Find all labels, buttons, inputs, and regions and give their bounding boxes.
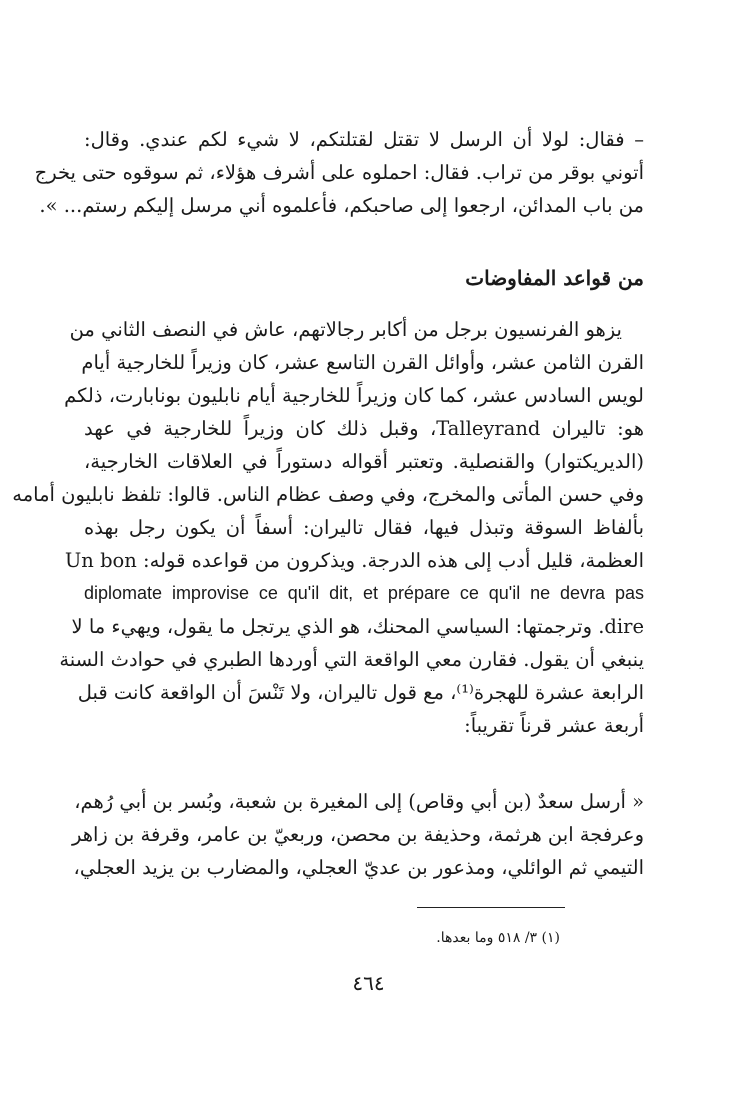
text-line: – فقال: لولا أن الرسل لا تقتل لقتلتكم، لا شيء لكم عندي. وقال: (84, 128, 644, 151)
text-line: وعرفجة ابن هرثمة، وحذيفة بن محصن، وربعيّ بن عامر، وقرفة بن زاهر (71, 823, 644, 846)
text-line: التيمي ثم الوائلي، ومذعور بن عديّ العجلي، والمضارب بن يزيد العجلي، (73, 856, 644, 879)
text-line: بألفاظ السوقة وتبذل فيها، فقال تاليران: أسفاً أن يكون رجل بهذه (84, 516, 644, 539)
footnote-divider (417, 907, 565, 908)
section-heading: من قواعد المفاوضات (465, 266, 644, 290)
paragraph-talleyrand (12, 313, 645, 742)
text-line: وفي حسن المأتى والمخرج، وفي وصف عظام الناس. قالوا: تلفظ نابليون أمامه (12, 483, 644, 506)
footnote: (١) ٣/ ٥١٨ وما بعدها. (436, 930, 560, 946)
text-line: يزهو الفرنسيون برجل من أكابر رجالاتهم، عاش في النصف الثاني من (69, 318, 622, 341)
text-line-french: diplomate improvise ce qu'il dit, et prépare ce qu'il ne devra pas (84, 583, 644, 603)
text-line: هو: تاليران Talleyrand، وقبل ذلك كان وزيراً للخارجية في عهد (84, 417, 645, 440)
text-line: أتوني بوقر من تراب. فقال: احملوه على أشرف هؤلاء، ثم سوقوه حتى يخرج (34, 161, 644, 184)
text-line: الرابعة عشرة للهجرة⁽¹⁾، مع قول تاليران، ولا تَنْسَ أن الواقعة كانت قبل (77, 681, 644, 704)
paragraph-quote-end (34, 123, 644, 222)
text-line: « أرسل سعدٌ (بن أبي وقاص) إلى المغيرة بن شعبة، وبُسر بن أبي رُهم، (74, 790, 644, 813)
text-line: dire. وترجمتها: السياسي المحنك، هو الذي يرتجل ما يقول، ويهيء ما لا (71, 615, 644, 638)
text-line: من باب المدائن، ارجعوا إلى صاحبكم، فأعلموه أني مرسل إليكم رستم... ». (39, 194, 644, 217)
text-line: أربعة عشر قرناً تقريباً: (464, 714, 644, 737)
text-line: (الديريكتوار) والقنصلية. وتعتبر أقواله دستوراً في العلاقات الخارجية، (84, 450, 644, 473)
page-number: ٤٦٤ (352, 971, 385, 995)
text-line: ينبغي أن يقول. فقارن معي الواقعة التي أوردها الطبري في حوادث السنة (59, 648, 644, 671)
text-line: القرن الثامن عشر، وأوائل القرن التاسع عشر، كان وزيراً للخارجية أيام (81, 351, 644, 374)
paragraph-tabari-quote (71, 785, 644, 884)
text-line: لويس السادس عشر، كما كان وزيراً للخارجية أيام نابليون بونابارت، ذلكم (64, 384, 644, 407)
text-line: العظمة، قليل أدب إلى هذه الدرجة. ويذكرون من قواعده قوله: Un bon (64, 549, 644, 572)
